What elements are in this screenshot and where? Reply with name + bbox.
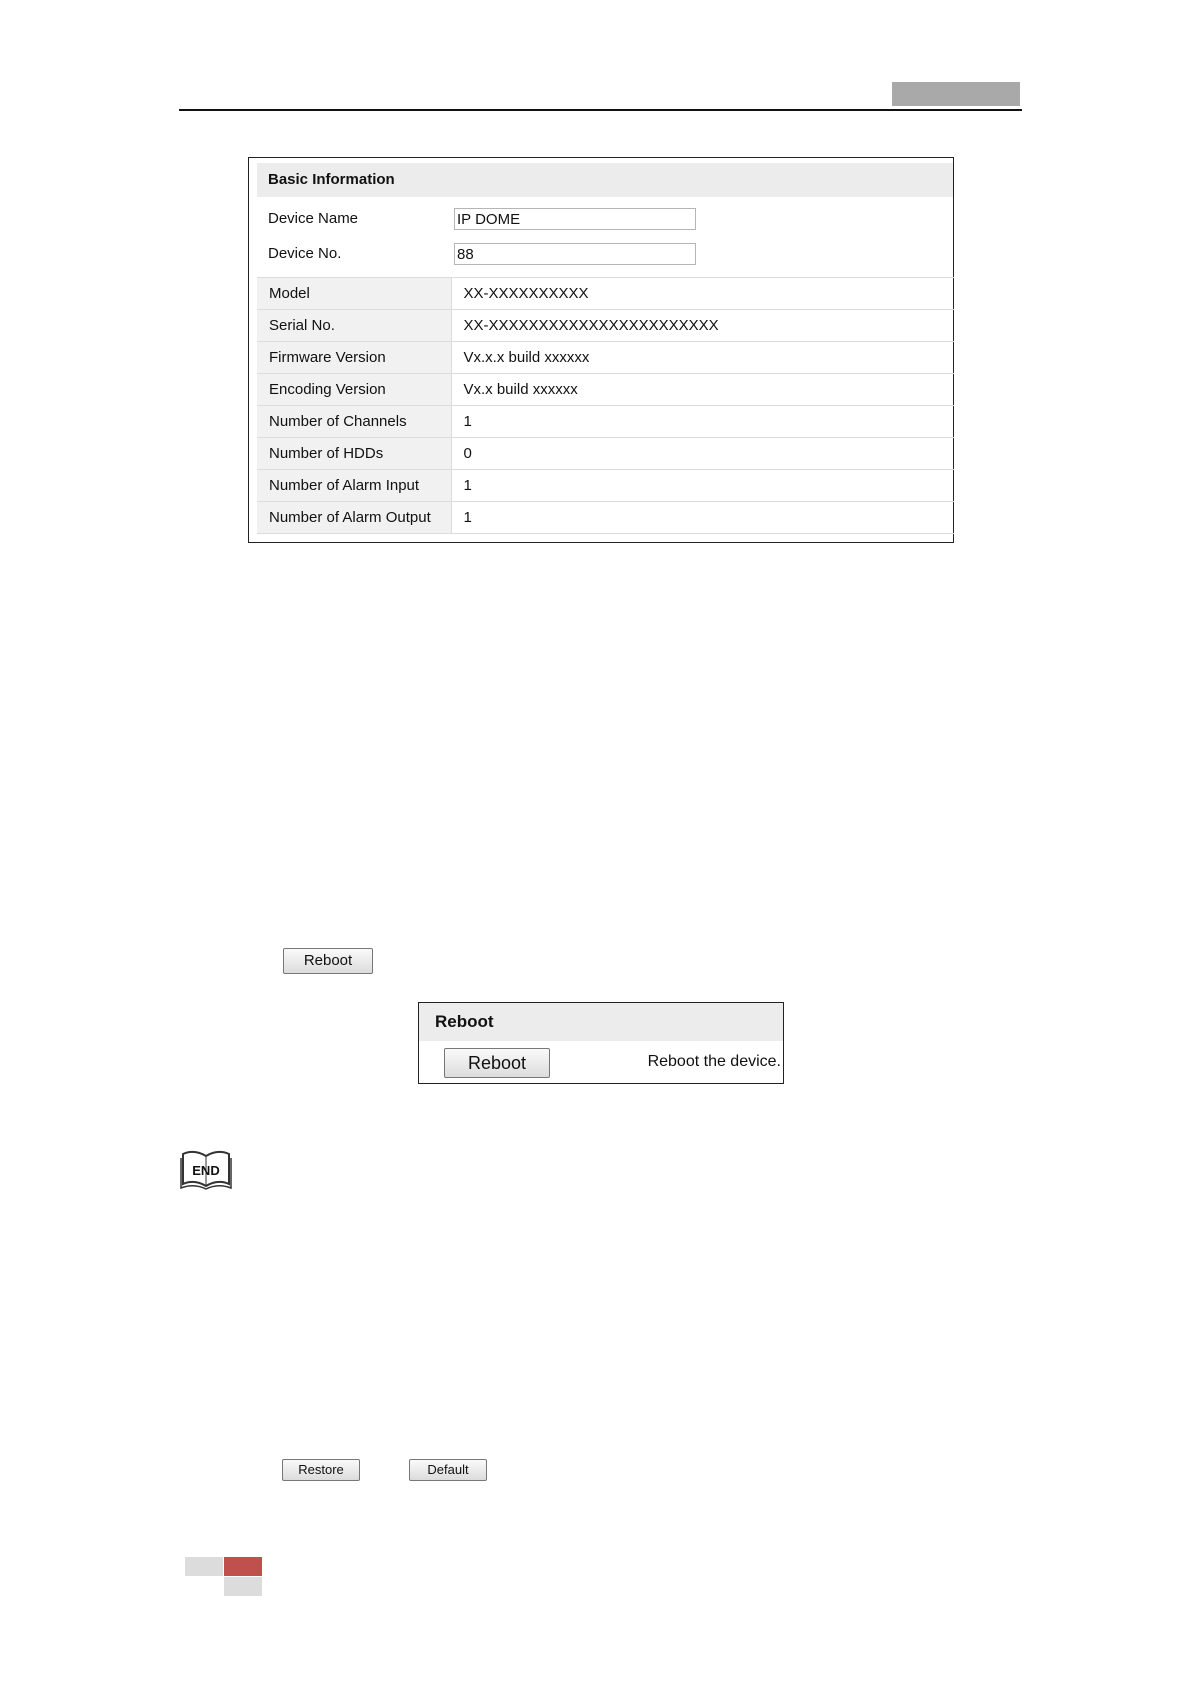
number-of-alarm-input-label: Number of Alarm Input (257, 470, 451, 502)
number-of-alarm-output-value: 1 (451, 502, 954, 534)
number-of-channels-value: 1 (451, 406, 954, 438)
encoding-version-value: Vx.x build xxxxxx (451, 374, 954, 406)
end-icon-text: END (192, 1163, 220, 1178)
basic-information-title: Basic Information (257, 163, 953, 197)
end-book-icon (180, 1146, 232, 1190)
footer-block-gray-bottom (224, 1577, 262, 1596)
reboot-panel-button[interactable]: Reboot (444, 1048, 550, 1078)
number-of-hdds-value: 0 (451, 438, 954, 470)
table-row (257, 406, 954, 438)
reboot-panel-description: Reboot the device. (647, 1053, 781, 1070)
firmware-version-label: Firmware Version (257, 342, 451, 374)
footer-block-red (224, 1557, 262, 1576)
reboot-panel-title: Reboot (419, 1003, 783, 1041)
device-no-input[interactable] (454, 243, 696, 265)
header-rule (179, 109, 1022, 111)
table-row (257, 438, 954, 470)
number-of-channels-label: Number of Channels (257, 406, 451, 438)
table-row (257, 502, 954, 534)
reboot-button[interactable]: Reboot (283, 948, 373, 974)
serial-no-label: Serial No. (257, 310, 451, 342)
number-of-hdds-label: Number of HDDs (257, 438, 451, 470)
device-name-input[interactable] (454, 208, 696, 230)
basic-information-panel (248, 157, 954, 543)
table-row (257, 374, 954, 406)
header-tab (892, 82, 1020, 106)
model-value: XX-XXXXXXXXXX (451, 278, 954, 310)
serial-no-value: XX-XXXXXXXXXXXXXXXXXXXXXXX (451, 310, 954, 342)
restore-button[interactable]: Restore (282, 1459, 360, 1481)
default-button[interactable]: Default (409, 1459, 487, 1481)
number-of-alarm-output-label: Number of Alarm Output (257, 502, 451, 534)
number-of-alarm-input-value: 1 (451, 470, 954, 502)
footer-block-gray-left (185, 1557, 223, 1576)
table-row (257, 278, 954, 310)
device-no-label: Device No. (268, 245, 342, 262)
reboot-panel (418, 1002, 784, 1084)
table-row (257, 342, 954, 374)
encoding-version-label: Encoding Version (257, 374, 451, 406)
firmware-version-value: Vx.x.x build xxxxxx (451, 342, 954, 374)
table-row (257, 470, 954, 502)
model-label: Model (257, 278, 451, 310)
device-name-label: Device Name (268, 210, 359, 227)
device-info-table (257, 277, 954, 534)
table-row (257, 310, 954, 342)
